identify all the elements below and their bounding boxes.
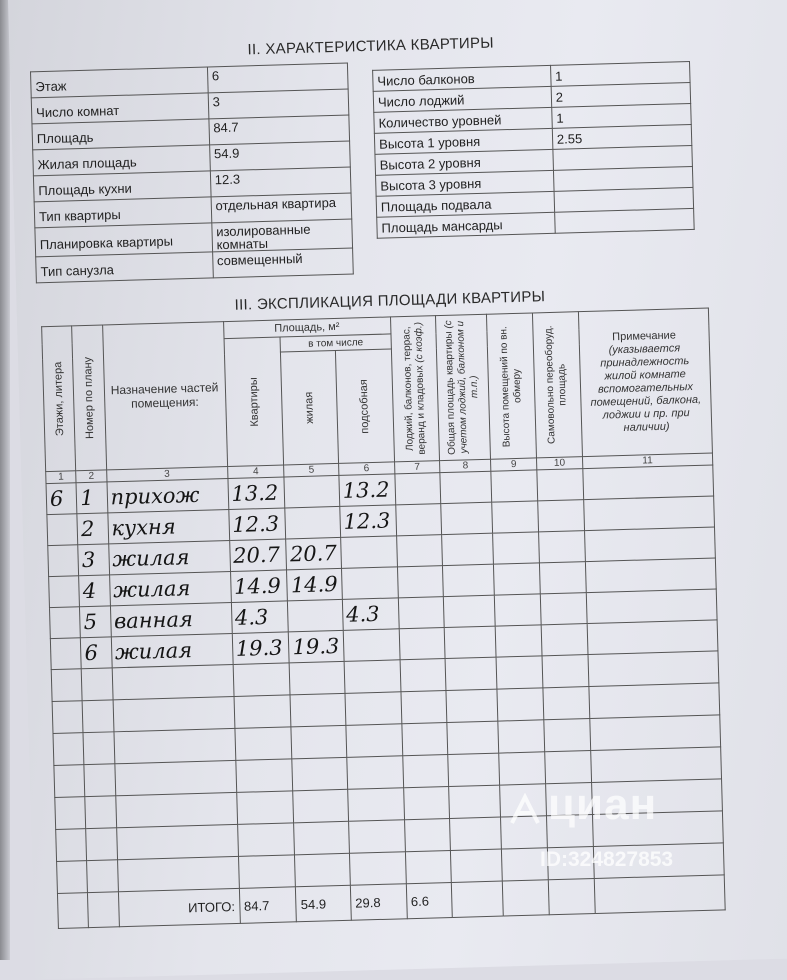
characteristics-left-table — [30, 63, 354, 284]
cell-plan-no: 5 — [80, 606, 111, 638]
cell-empty — [233, 663, 291, 697]
cell-empty — [83, 732, 114, 765]
cell-empty — [586, 589, 717, 624]
section3-title: III. ЭКСПЛИКАЦИЯ ПЛОЩАДИ КВАРТИРЫ — [234, 288, 546, 314]
cell-floor — [50, 638, 81, 670]
cell-area-living: 19.3 — [289, 630, 344, 663]
cell-empty — [403, 786, 450, 819]
characteristic-value: 84.7 — [209, 115, 350, 145]
cell-empty — [115, 792, 237, 827]
cell-empty — [112, 664, 234, 699]
cell-empty — [496, 656, 543, 689]
cell-empty — [348, 788, 405, 822]
cell-floor — [49, 607, 80, 639]
header-height: Высота помещений по вн. обмеру — [487, 313, 537, 459]
cell-purpose: жилая — [111, 633, 233, 667]
cell-empty — [493, 532, 540, 564]
cell-empty — [440, 471, 492, 503]
cell-empty — [87, 860, 118, 893]
characteristic-label: Число комнат — [31, 93, 208, 124]
cell-empty — [294, 821, 349, 855]
characteristic-value: 6 — [207, 63, 348, 93]
characteristic-value: 12.3 — [210, 167, 351, 197]
cell-empty — [397, 566, 444, 598]
cell-empty — [541, 624, 588, 656]
cell-area-auxiliary: 4.3 — [342, 598, 398, 631]
totals-label: ИТОГО: — [118, 888, 240, 926]
cell-empty — [404, 818, 451, 851]
characteristic-value: 2 — [551, 82, 691, 107]
cell-empty — [114, 760, 236, 795]
cell-empty — [495, 625, 542, 657]
cell-area-living: 20.7 — [286, 537, 341, 570]
cell-empty — [238, 855, 296, 889]
explication-table — [41, 308, 726, 929]
document-page — [8, 0, 787, 980]
cell-empty — [292, 757, 347, 791]
cell-purpose: ванная — [110, 603, 232, 637]
cell-empty — [545, 751, 592, 784]
totals-loggias: 6.6 — [406, 882, 453, 918]
cell-empty — [405, 850, 452, 883]
cell-empty — [494, 594, 541, 626]
cell-empty — [113, 696, 235, 731]
characteristic-value: 1 — [552, 103, 692, 128]
cell-empty — [400, 659, 447, 692]
cell-area-auxiliary — [341, 567, 397, 600]
cell-empty — [51, 669, 82, 702]
cell-empty — [537, 469, 584, 501]
cell-empty — [584, 527, 715, 562]
cell-area-total: 14.9 — [230, 570, 288, 603]
cell-plan-no: 4 — [79, 575, 110, 607]
cell-empty — [451, 849, 503, 882]
header-area: Площадь, м² — [223, 317, 390, 339]
cell-empty — [237, 823, 295, 857]
watermark-brand: циан — [548, 780, 658, 829]
cell-area-living — [284, 475, 339, 508]
cell-empty — [590, 747, 721, 783]
cell-empty — [82, 668, 113, 701]
characteristic-value: 54.9 — [209, 141, 350, 171]
cell-purpose: кухня — [107, 510, 229, 544]
cell-empty — [445, 657, 497, 690]
cell-empty — [446, 689, 498, 722]
column-number: 3 — [106, 467, 227, 482]
cell-plan-no: 2 — [77, 513, 108, 545]
cell-empty — [443, 564, 495, 596]
characteristic-label: Число лоджий — [373, 86, 551, 112]
header-loggias: Лоджий, балконов, террас, веранд и кладовых (с коэф.) — [390, 316, 440, 462]
cell-empty — [590, 715, 721, 751]
cell-empty — [394, 473, 441, 505]
cell-empty — [448, 753, 500, 786]
totals-apartments: 84.7 — [239, 887, 297, 924]
cell-empty — [589, 683, 720, 719]
totals-living: 54.9 — [296, 885, 351, 922]
cell-empty — [86, 828, 117, 861]
cell-empty — [347, 756, 404, 790]
cell-empty — [290, 661, 345, 695]
cell-empty — [55, 797, 86, 830]
characteristic-label: Планировка квартиры — [35, 223, 212, 257]
cell-empty — [450, 817, 502, 850]
totals-auxiliary: 29.8 — [350, 884, 407, 921]
cell-empty — [447, 721, 499, 754]
characteristic-value: изолированные комнаты — [211, 219, 352, 252]
cell-empty — [498, 720, 545, 753]
cell-empty — [399, 628, 446, 660]
section2-title: II. ХАРАКТЕРИСТИКА КВАРТИРЫ — [247, 34, 495, 59]
cell-empty — [588, 651, 719, 687]
cell-empty — [116, 824, 238, 859]
characteristic-label: Тип квартиры — [34, 197, 211, 228]
cell-empty — [295, 853, 350, 887]
column-number: 8 — [440, 459, 491, 472]
cell-empty — [491, 470, 538, 502]
characteristic-value: отдельная квартира — [211, 193, 352, 223]
column-number: 11 — [582, 453, 712, 469]
cell-plan-no: 3 — [78, 544, 109, 576]
cell-empty — [117, 856, 239, 891]
cell-empty — [587, 620, 718, 655]
characteristic-label: Высота 3 уровня — [376, 170, 554, 196]
cell-empty — [348, 820, 405, 854]
characteristic-label: Площадь подвала — [376, 191, 554, 217]
header-note: Примечание (указывается принадлежность жилой комнате вспомогательных помещений, балкона, лоджии и пр. при наличии) — [578, 308, 712, 457]
cell-floor — [47, 514, 78, 546]
cell-area-living: 14.9 — [287, 568, 342, 601]
cell-empty — [449, 785, 501, 818]
cell-area-total: 4.3 — [231, 601, 289, 634]
cell-empty — [583, 465, 714, 500]
characteristic-value — [554, 208, 694, 233]
cell-empty — [396, 535, 443, 567]
header-floor: Этажи, литера — [42, 326, 76, 472]
cell-empty — [444, 595, 496, 627]
cell-empty — [539, 562, 586, 594]
header-apartments: Квартиры — [224, 337, 284, 467]
column-number: 4 — [227, 465, 284, 479]
cell-empty — [583, 496, 714, 531]
characteristic-value: 1 — [550, 61, 690, 86]
cell-empty — [492, 501, 539, 533]
cell-floor — [49, 576, 80, 608]
header-total-area: Общая площадь квартиры (с учетом лоджий, балконом и т.п.) — [436, 314, 491, 460]
cell-empty — [234, 695, 292, 729]
cian-logo-icon — [508, 793, 542, 827]
cell-area-auxiliary: 13.2 — [339, 474, 395, 507]
cell-empty — [401, 691, 448, 724]
characteristic-label: Площадь — [32, 119, 209, 150]
cell-empty — [538, 500, 585, 532]
cell-empty — [494, 563, 541, 595]
cell-plan-no: 1 — [76, 482, 107, 514]
cell-floor: 6 — [46, 483, 77, 515]
cell-empty — [539, 531, 586, 563]
cell-empty — [54, 765, 85, 798]
column-number: 10 — [536, 457, 582, 470]
column-number: 5 — [284, 463, 339, 477]
cell-area-auxiliary — [341, 536, 397, 569]
cell-empty — [52, 701, 83, 734]
characteristic-label: Число балконов — [373, 65, 551, 91]
column-number: 2 — [76, 470, 107, 483]
cell-empty — [53, 733, 84, 766]
cell-empty — [346, 724, 403, 758]
cell-area-total: 13.2 — [228, 477, 286, 510]
cell-area-total: 20.7 — [229, 539, 287, 572]
cell-empty — [85, 796, 116, 829]
cell-area-auxiliary — [343, 629, 399, 662]
characteristic-label: Жилая площадь — [33, 145, 210, 176]
cell-empty — [395, 504, 442, 536]
cell-empty — [499, 752, 546, 785]
cell-empty — [291, 725, 346, 759]
cell-purpose: жилая — [109, 572, 231, 606]
cell-empty — [82, 700, 113, 733]
cell-area-total: 12.3 — [228, 508, 286, 541]
characteristic-label: Количество уровней — [374, 107, 552, 133]
cell-floor — [48, 545, 79, 577]
characteristic-label: Тип санузла — [36, 252, 213, 283]
characteristic-label: Площадь мансарды — [377, 212, 555, 238]
cell-empty — [345, 692, 402, 726]
cell-purpose: прихож — [107, 479, 229, 513]
header-living: жилая — [281, 350, 339, 464]
characteristic-label: Площадь кухни — [33, 171, 210, 202]
column-number: 1 — [46, 471, 77, 484]
header-purpose: Назначение частей помещения: — [102, 322, 227, 470]
cell-empty — [349, 852, 406, 886]
cell-area-total: 19.3 — [232, 632, 290, 665]
header-redevelopment: Самовольно переоборуд. площадь — [532, 312, 582, 458]
cell-empty — [543, 687, 590, 720]
cell-empty — [293, 789, 348, 823]
column-number: 7 — [394, 461, 440, 474]
cell-empty — [540, 593, 587, 625]
cell-empty — [542, 655, 589, 688]
header-including: в том числе — [280, 334, 391, 352]
page-edge-shadow — [0, 0, 10, 960]
watermark-id: ID:324827853 — [540, 848, 674, 871]
cell-empty — [114, 728, 236, 763]
header-auxiliary: подсобная — [335, 349, 394, 464]
cell-plan-no: 6 — [81, 637, 112, 669]
cell-empty — [57, 861, 88, 894]
header-plan-no: Номер по плану — [72, 325, 106, 471]
cell-empty — [344, 660, 401, 694]
characteristic-value: 3 — [208, 89, 349, 119]
cell-empty — [235, 727, 293, 761]
cell-area-living — [288, 599, 343, 632]
cell-empty — [402, 755, 449, 788]
characteristic-label: Высота 2 уровня — [375, 149, 553, 175]
characteristics-right-table — [372, 61, 695, 239]
characteristic-label: Этаж — [31, 67, 208, 98]
cell-empty — [290, 693, 345, 727]
cell-empty — [585, 558, 716, 593]
cell-empty — [56, 829, 87, 862]
cell-empty — [497, 688, 544, 721]
characteristic-value: совмещенный — [212, 248, 353, 278]
cell-empty — [84, 764, 115, 797]
cell-empty — [401, 723, 448, 756]
column-number: 6 — [338, 462, 394, 476]
cell-empty — [441, 502, 493, 534]
cell-empty — [544, 719, 591, 752]
characteristic-value: 2.55 — [552, 124, 692, 149]
cell-empty — [442, 533, 494, 565]
cell-empty — [235, 759, 293, 793]
cell-area-auxiliary: 12.3 — [340, 505, 396, 538]
column-number: 9 — [491, 458, 537, 471]
cell-empty — [445, 626, 497, 658]
cell-empty — [236, 791, 294, 825]
characteristic-label: Высота 1 уровня — [374, 128, 552, 154]
cell-empty — [398, 597, 445, 629]
cell-purpose: жилая — [108, 541, 230, 575]
cell-area-living — [285, 506, 340, 539]
